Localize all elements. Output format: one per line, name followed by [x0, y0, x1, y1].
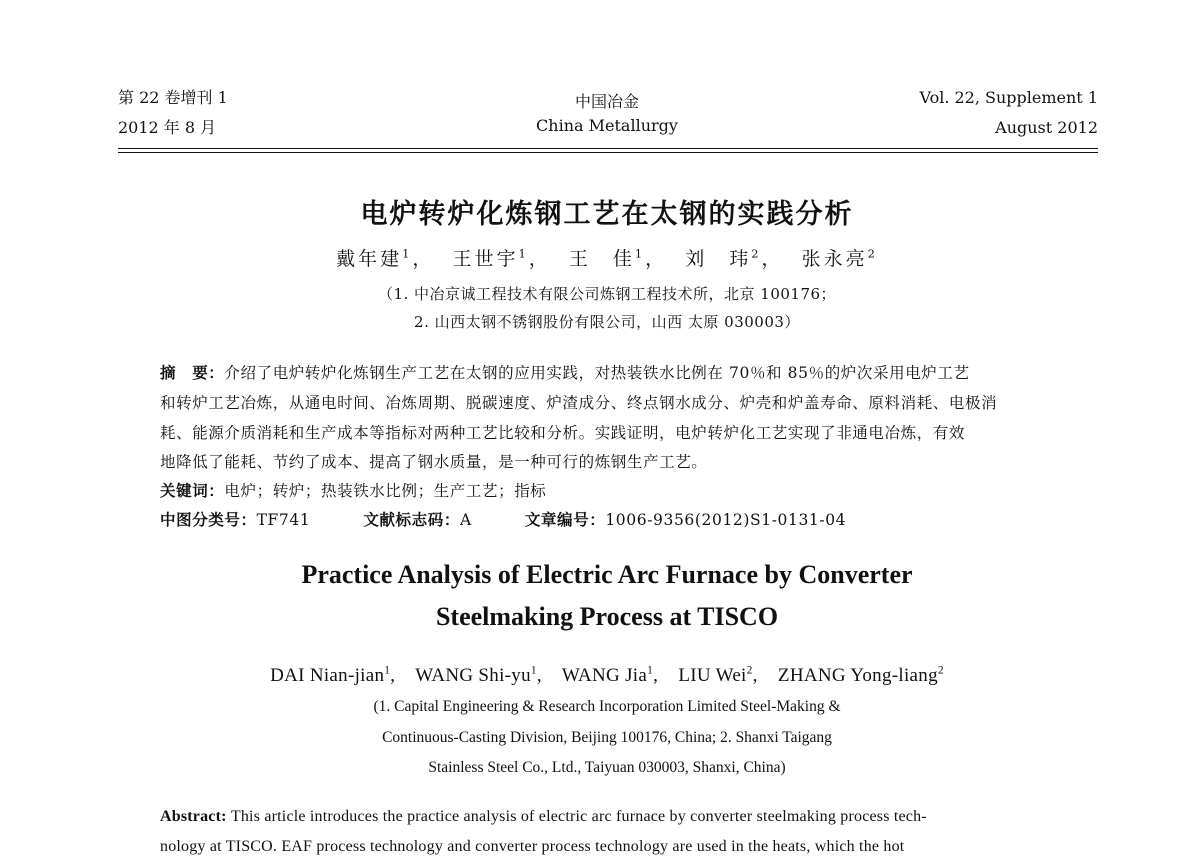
journal-en: China Metallurgy: [536, 116, 678, 135]
volume-cn: 第 22 卷增刊 1: [118, 88, 228, 107]
author-cn-2: 王世宇$^1$: [452, 246, 529, 270]
abstract-cn-line-3: 耗、能源介质消耗和生产成本等指标对两种工艺比较和分析。实践证明，电炉转炉化工艺实现了非通电冶炼，有效: [160, 424, 966, 442]
abstract-cn-line-2: 和转炉工艺冶炼，从通电时间、冶炼周期、脱碳速度、炉渣成分、终点钢水成分、炉壳和炉盖寿命、原料消耗、电极消: [160, 394, 998, 412]
affiliation-en-2: Continuous-Casting Division, Beijing 100176, China; 2. Shanxi Taigang: [382, 729, 832, 746]
authors-cn: 戴年建$^1$， 王世宇$^1$， 王 佳$^1$， 刘 玮$^2$， 张永亮$^2$: [336, 246, 878, 270]
affiliation-cn-1: （1. 中冶京诚工程技术有限公司炼钢工程技术所，北京 100176；: [377, 285, 837, 303]
abstract-cn-line-4: 地降低了能耗、节约了成本、提高了钢水质量，是一种可行的炼钢生产工艺。: [160, 453, 708, 471]
author-cn-4: 刘 玮$^2$: [685, 246, 762, 270]
abstract-en-label: Abstract:: [160, 808, 227, 825]
author-en-4: LIU Wei$^2$: [678, 664, 753, 686]
header-rule-bottom: [118, 152, 1098, 153]
abstract-cn-line-1: 摘 要：介绍了电炉转炉化炼钢生产工艺在太钢的应用实践，对热装铁水比例在 70％和 85％的炉次采用电炉工艺: [160, 364, 970, 382]
journal-cn: 中国冶金: [574, 92, 640, 111]
keywords-cn: 关键词：电炉；转炉；热装铁水比例；生产工艺；指标: [160, 482, 547, 500]
author-cn-1: 戴年建$^1$: [336, 246, 413, 270]
author-en-1: DAI Nian-jian$^1$: [270, 664, 391, 686]
date-cn: 2012 年 8 月: [118, 118, 217, 137]
title-cn: 电炉转炉化炼钢工艺在太钢的实践分析: [360, 199, 854, 230]
author-cn-5: 张永亮$^2$: [801, 246, 878, 270]
abstract-en-line-1: Abstract: This article introduces the practice analysis of electric arc furnace by converter steelmaking process tech-: [160, 808, 927, 825]
header-rule-top: [118, 148, 1098, 149]
abstract-en-line-2: nology at TISCO. EAF process technology and converter process technology are used in the heats, which the hot: [160, 838, 905, 855]
keywords-cn-label: 关键词：: [160, 482, 225, 500]
date-en: August 2012: [995, 118, 1098, 137]
title-en-line-1: Practice Analysis of Electric Arc Furnace by Converter: [301, 560, 913, 589]
affiliation-en-1: (1. Capital Engineering & Research Incorporation Limited Steel-Making &: [373, 698, 841, 715]
title-en-line-2: Steelmaking Process at TISCO: [435, 602, 779, 631]
volume-en: Vol. 22, Supplement 1: [919, 88, 1098, 107]
abstract-cn-label: 摘 要：: [160, 364, 225, 382]
author-cn-3: 王 佳$^1$: [568, 246, 646, 270]
affiliation-en-3: Stainless Steel Co., Ltd., Taiyuan 030003, Shanxi, China): [428, 759, 786, 776]
author-en-2: WANG Shi-$yu^1$: [415, 664, 537, 686]
author-en-5: ZHANG Yong-liang$^2$: [777, 664, 944, 686]
affiliation-cn-2: 2. 山西太钢不锈钢股份有限公司，山西 太原 030003）: [414, 313, 800, 331]
authors-en: DAI Nian-jian$^1$, WANG Shi-$yu^1$, WANG Jia$^1$, LIU Wei$^2$, ZHANG Yong-liang$^2$: [270, 664, 944, 686]
author-en-3: WANG Jia$^1$: [561, 664, 654, 686]
classification-line: 中图分类号：TF741 文献标志码：A 文章编号：1006-9356(2012)S1-0131-04: [160, 511, 847, 529]
